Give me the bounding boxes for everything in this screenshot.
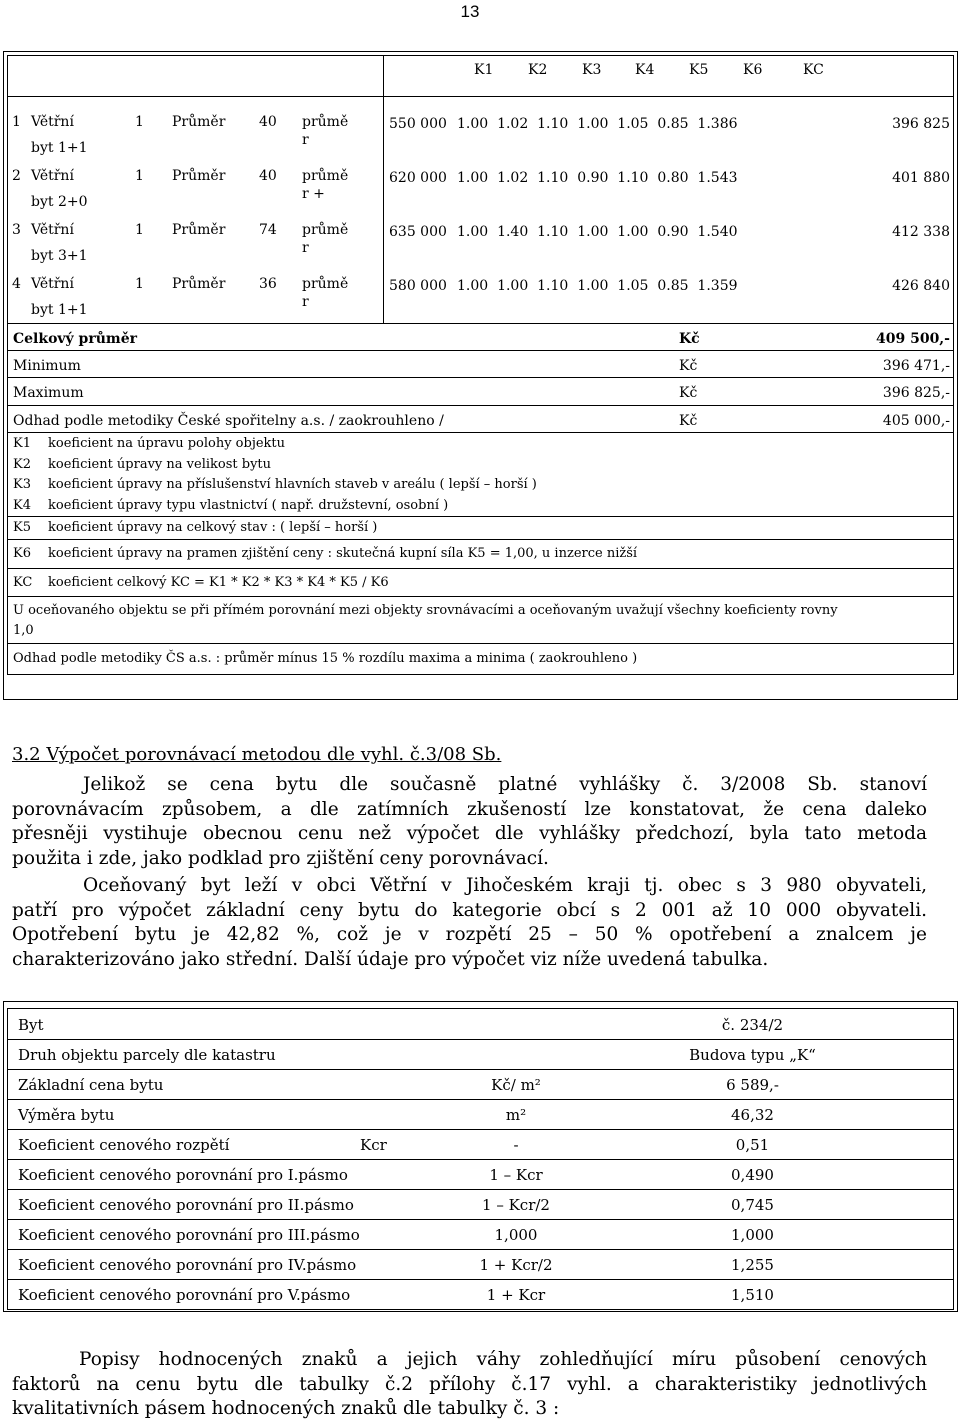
- summary-estimate-currency: Kč: [679, 413, 698, 429]
- row-state-cont: r: [302, 294, 309, 310]
- row-flat-type: byt 1+1: [31, 140, 88, 156]
- row-coefficients: 1.00 1.02 1.10 1.00 1.05 0.85 1.386: [457, 116, 738, 132]
- calc-row-divider: [7, 1249, 953, 1250]
- row-location: Větřní: [31, 114, 74, 130]
- note-line-1: U oceňovaného objektu se při přímém porovnání mezi objekty srovnávacími a oceňovaným uvažují všechny koeficienty rovny: [13, 603, 838, 618]
- calc-row-label: Koeficient cenového porovnání pro IV.pásmo: [18, 1256, 357, 1274]
- summary-estimate-value: 405 000,-: [882, 413, 950, 429]
- row-number: 4: [12, 276, 21, 292]
- calc-row-label: Druh objektu parcely dle katastru: [18, 1046, 276, 1064]
- calc-row-value: 46,32: [731, 1106, 774, 1124]
- row-value: 426 840: [892, 278, 950, 294]
- row-state: průmě: [302, 222, 349, 238]
- col-header-k3: K3: [582, 62, 602, 78]
- paragraph-line: kvalitativních pásem hodnocených znaků dle tabulky č. 3 :: [12, 1398, 560, 1419]
- row-area: 40: [259, 168, 277, 184]
- row-flat-type: byt 1+1: [31, 302, 88, 318]
- summary-minimum-value: 396 471,-: [882, 358, 950, 374]
- paragraph-line: porovnávacím způsobem, a dle zatímních zkušeností lze konstatovat, že cena daleko: [12, 798, 927, 820]
- calc-row-label: Základní cena bytu: [18, 1076, 164, 1094]
- calc-row-value: 1,255: [731, 1256, 774, 1274]
- row-price: 635 000: [389, 224, 447, 240]
- legend-code: K6: [13, 546, 31, 561]
- row-condition: Průměr: [172, 222, 226, 238]
- paragraph-line: Jelikož se cena bytu dle současně platné vyhlášky č. 3/2008 Sb. stanoví: [83, 774, 927, 795]
- calc-row-divider: [7, 1039, 953, 1040]
- calc-row-value: 0,51: [735, 1136, 770, 1154]
- row-state: průmě: [302, 114, 349, 130]
- calc-row-label: Výměra bytu: [18, 1106, 115, 1124]
- summary-maximum-currency: Kč: [679, 385, 698, 401]
- paragraph-2: [12, 874, 927, 972]
- legend-code: K5: [13, 520, 31, 535]
- calc-row-divider: [7, 1159, 953, 1160]
- calc-row-label: Koeficient cenového porovnání pro II.pásmo: [18, 1196, 354, 1214]
- calc-row-formula: 1,000: [494, 1226, 538, 1244]
- calc-row-divider: [7, 1219, 953, 1220]
- row-count: 1: [135, 168, 144, 184]
- summary-average-value: 409 500,-: [875, 331, 950, 347]
- paragraph-3: [12, 1348, 927, 1422]
- row-number: 2: [12, 168, 21, 184]
- calc-row-divider: [7, 1189, 953, 1190]
- paragraph-line: charakterizováno jako střední. Další údaje pro výpočet viz níže uvedená tabulka.: [12, 948, 769, 970]
- row-value: 412 338: [892, 224, 950, 240]
- row-state-cont: r: [302, 240, 309, 256]
- calc-row-formula: m²: [505, 1106, 527, 1124]
- row-price: 580 000: [389, 278, 447, 294]
- legend-text: koeficient úpravy na velikost bytu: [48, 457, 272, 472]
- calc-row-formula: 1 + Kcr: [486, 1286, 546, 1304]
- calc-row-value: Budova typu „K“: [689, 1046, 816, 1064]
- calc-row-label: Koeficient cenového porovnání pro V.pásmo: [18, 1286, 351, 1304]
- legend-code: K1: [13, 436, 31, 451]
- calc-row-value: 0,745: [731, 1196, 774, 1214]
- row-condition: Průměr: [172, 114, 226, 130]
- paragraph-line: Popisy hodnocených znaků a jejich váhy zohledňující míru působení cenových: [79, 1349, 927, 1370]
- paragraph-line: použita i zde, jako podklad pro zjištění ceny porovnávací.: [12, 847, 549, 869]
- row-price: 620 000: [389, 170, 447, 186]
- section-heading: 3.2 Výpočet porovnávací metodou dle vyhl. č.3/08 Sb.: [12, 744, 502, 765]
- row-state: průmě: [302, 168, 349, 184]
- page-number: 13: [460, 2, 480, 21]
- row-coefficients: 1.00 1.00 1.10 1.00 1.05 0.85 1.359: [457, 278, 738, 294]
- calc-row-formula: Kč/ m²: [491, 1076, 541, 1094]
- summary-minimum-label: Minimum: [13, 358, 81, 374]
- calc-row-divider: [7, 1129, 953, 1130]
- paragraph-1: [12, 773, 927, 871]
- legend-text: koeficient na úpravu polohy objektu: [48, 436, 286, 451]
- row-price: 550 000: [389, 116, 447, 132]
- col-header-kc: KC: [803, 62, 824, 78]
- row-area: 40: [259, 114, 277, 130]
- note-estimate: Odhad podle metodiky ČS a.s. : průměr mínus 15 % rozdílu maxima a minima ( zaokrouhleno ): [13, 651, 638, 666]
- summary-maximum-value: 396 825,-: [882, 385, 950, 401]
- calc-row-label: Koeficient cenového porovnání pro III.pásmo: [18, 1226, 360, 1244]
- row-flat-type: byt 3+1: [31, 248, 88, 264]
- legend-code: K2: [13, 457, 31, 472]
- row-location: Větřní: [31, 222, 74, 238]
- calc-row-formula: 1 – Kcr: [489, 1166, 543, 1184]
- paragraph-line: přesněji vystihuje obecnou cenu než výpočet dle vyhlášky předchozí, byla tato metoda: [12, 823, 927, 844]
- calc-row-divider: [7, 1279, 953, 1280]
- calc-row-label: Koeficient cenového porovnání pro I.pásmo: [18, 1166, 348, 1184]
- legend-code: K4: [13, 498, 31, 513]
- row-count: 1: [135, 222, 144, 238]
- legend-text: koeficient úpravy na celkový stav : ( lepší – horší ): [48, 520, 378, 535]
- calc-row-value: č. 234/2: [721, 1016, 784, 1034]
- summary-maximum-label: Maximum: [13, 385, 84, 401]
- calc-row-label: Byt: [18, 1016, 44, 1034]
- calc-row-formula: 1 + Kcr/2: [479, 1256, 553, 1274]
- row-condition: Průměr: [172, 168, 226, 184]
- row-state-cont: r: [302, 132, 309, 148]
- row-number: 3: [12, 222, 21, 238]
- col-header-k6: K6: [743, 62, 763, 78]
- paragraph-line: Opotřebení bytu je 42,82 %, což je v rozpětí 25 – 50 % opotřebení a znalcem je: [12, 924, 927, 945]
- calc-row-value: 1,510: [731, 1286, 774, 1304]
- summary-minimum-currency: Kč: [679, 358, 698, 374]
- calc-row-symbol: Kcr: [360, 1136, 387, 1154]
- paragraph-line: faktorů na cenu bytu dle tabulky č.2 přílohy č.17 vyhl. a charakteristiky jednotlivých: [12, 1373, 927, 1395]
- paragraph-line: Oceňovaný byt leží v obci Větřní v Jihočeském kraji tj. obec s 3 980 obyvateli,: [83, 875, 927, 896]
- col-header-k1: K1: [474, 62, 494, 78]
- row-coefficients: 1.00 1.02 1.10 0.90 1.10 0.80 1.543: [457, 170, 738, 186]
- legend-text: koeficient celkový KC = K1 * K2 * K3 * K4 * K5 / K6: [48, 575, 389, 590]
- legend-code: KC: [13, 575, 33, 590]
- calc-row-divider: [7, 1099, 953, 1100]
- col-header-k2: K2: [528, 62, 548, 78]
- paragraph-line: patří pro výpočet základní ceny bytu do kategorie obcí s 2 001 až 10 000 obyvateli.: [12, 899, 927, 921]
- calc-row-value: 1,000: [731, 1226, 774, 1244]
- summary-average-label: Celkový průměr: [13, 331, 137, 347]
- row-condition: Průměr: [172, 276, 226, 292]
- calc-row-formula: 1 – Kcr/2: [482, 1196, 550, 1214]
- col-header-k4: K4: [635, 62, 655, 78]
- row-state: průmě: [302, 276, 349, 292]
- note-line-2: 1,0: [13, 623, 34, 638]
- calc-row-divider: [7, 1069, 953, 1070]
- summary-average-currency: Kč: [679, 331, 700, 347]
- calc-row-value: 0,490: [731, 1166, 774, 1184]
- row-area: 36: [259, 276, 277, 292]
- row-value: 401 880: [892, 170, 950, 186]
- row-location: Větřní: [31, 276, 74, 292]
- calc-row-value: 6 589,-: [726, 1076, 779, 1094]
- col-header-k5: K5: [689, 62, 709, 78]
- row-coefficients: 1.00 1.40 1.10 1.00 1.00 0.90 1.540: [457, 224, 738, 240]
- row-count: 1: [135, 276, 144, 292]
- row-flat-type: byt 2+0: [31, 194, 88, 210]
- legend-text: koeficient úpravy na pramen zjištění ceny : skutečná kupní síla K5 = 1,00, u inzerce nižší: [48, 546, 638, 561]
- legend-text: koeficient úpravy typu vlastnictví ( např. družstevní, osobní ): [48, 498, 449, 513]
- legend-code: K3: [13, 477, 31, 492]
- row-location: Větřní: [31, 168, 74, 184]
- calc-row-label: Koeficient cenového rozpětí: [18, 1136, 230, 1154]
- row-area: 74: [259, 222, 277, 238]
- legend-text: koeficient úpravy na příslušenství hlavních staveb v areálu ( lepší – horší ): [48, 477, 537, 492]
- row-state-cont: r +: [302, 186, 325, 202]
- calc-row-formula: -: [513, 1136, 519, 1154]
- summary-estimate-label: Odhad podle metodiky České spořitelny a.s. / zaokrouhleno /: [13, 413, 444, 429]
- row-number: 1: [12, 114, 21, 130]
- row-value: 396 825: [892, 116, 950, 132]
- row-count: 1: [135, 114, 144, 130]
